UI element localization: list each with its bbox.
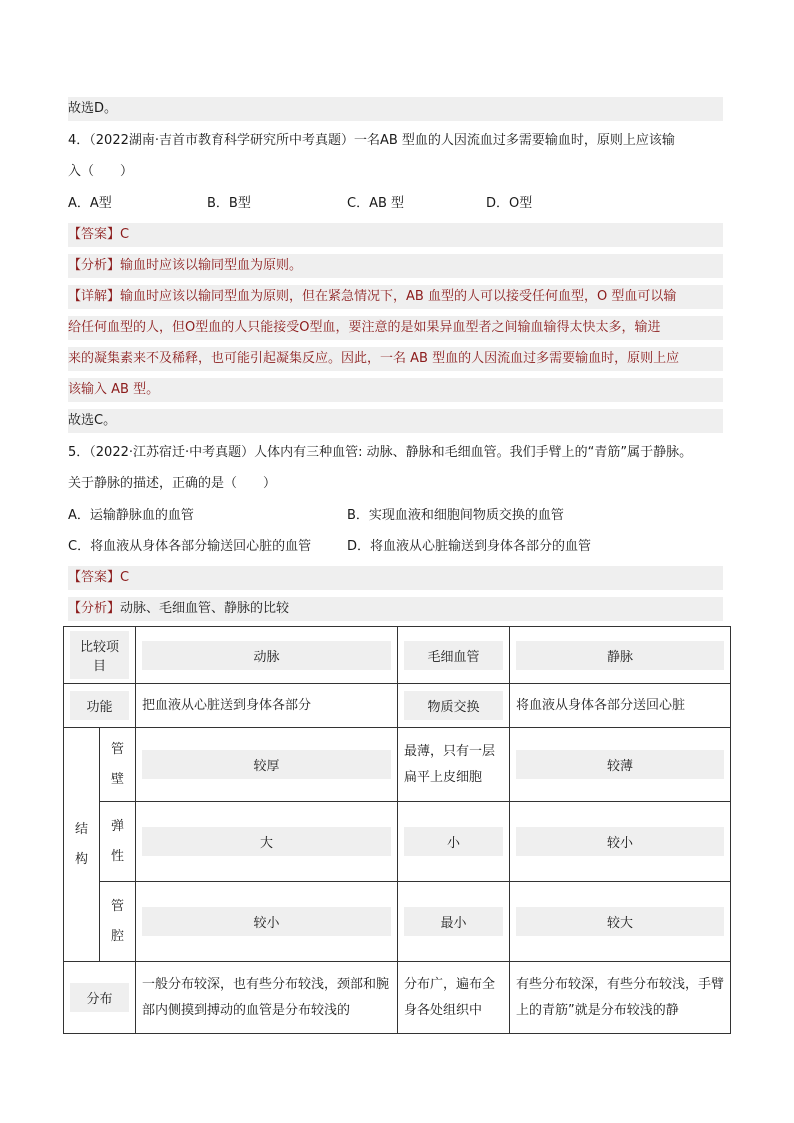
q4-option-d: D．O型 [486, 196, 533, 211]
header-cell: 动脉 [136, 627, 398, 684]
table-cell: 将血液从身体各部分送回心脏 [510, 684, 731, 728]
table-header-row [64, 627, 731, 684]
q5-option-d: D．将血液从心脏输送到身体各部分的血管 [347, 539, 592, 554]
table-row-lumen [64, 882, 731, 962]
q4-detail-line2: 给任何血型的人，但O型血的人只能接受O型血，要注意的是如果异血型者之间输血输得太快太多，输进 [68, 316, 723, 340]
q5-option-b: B．实现血液和细胞间物质交换的血管 [347, 508, 564, 523]
q4-stem-line1: 4．（2022湖南·吉首市教育科学研究所中考真题）一名AB 型血的人因流血过多需要输血时，原则上应该输 [68, 133, 675, 148]
structure-label: 结构 [64, 728, 100, 962]
answer-value: C [120, 570, 130, 585]
table-row-distribution [64, 962, 731, 1034]
table-row-elasticity [64, 802, 731, 882]
q4-answer [68, 223, 723, 247]
analysis-text: 动脉、毛细血管、静脉的比较 [120, 601, 290, 616]
header-cell: 毛细血管 [398, 627, 510, 684]
table-cell: 较大 [510, 882, 731, 962]
table-cell: 分布广，遍布全身各处组织中 [398, 962, 510, 1034]
table-cell: 最小 [398, 882, 510, 962]
table-cell: 较小 [136, 882, 398, 962]
q4-option-b: B．B型 [207, 196, 251, 211]
q5-option-c: C．将血液从身体各部分输送回心脏的血管 [68, 539, 312, 554]
table-cell: 把血液从心脏送到身体各部分 [136, 684, 398, 728]
q5-answer [68, 566, 723, 590]
header-cell: 比较项目 [64, 627, 136, 684]
table-cell: 较小 [510, 802, 731, 882]
analysis-text: 输血时应该以输同型血为原则。 [120, 258, 303, 273]
answer-value: C [120, 227, 130, 242]
q4-option-c: C．AB 型 [347, 196, 405, 211]
q5-analysis [68, 597, 723, 621]
analysis-label: 【分析】 [68, 601, 121, 616]
lumen-label: 管腔 [100, 882, 136, 962]
q4-option-a: A．A型 [68, 196, 112, 211]
wall-label: 管壁 [100, 728, 136, 802]
q4-detail-line4: 该输入 AB 型。 [68, 378, 723, 402]
q4-detail-line1 [68, 285, 723, 309]
detail-text: 输血时应该以输同型血为原则，但在紧急情况下，AB 血型的人可以接受任何血型，O 型血可以输 [120, 289, 677, 304]
table-cell: 最薄，只有一层扁平上皮细胞 [398, 728, 510, 802]
table-cell: 大 [136, 802, 398, 882]
table-cell: 一般分布较深，也有些分布较浅，颈部和腕部内侧摸到搏动的血管是分布较浅的 [136, 962, 398, 1034]
table-cell: 较厚 [136, 728, 398, 802]
table-cell: 较薄 [510, 728, 731, 802]
comparison-table [63, 626, 731, 1034]
row-label: 功能 [64, 684, 136, 728]
table-cell: 小 [398, 802, 510, 882]
table-row-wall [64, 728, 731, 802]
q4-detail-line3: 来的凝集素来不及稀释，也可能引起凝集反应。因此，一名 AB 型血的人因流血过多需要输血时，原则上应 [68, 347, 723, 371]
answer-label: 【答案】 [68, 570, 121, 585]
row-label: 分布 [64, 962, 136, 1034]
q4-conclusion: 故选C。 [68, 409, 723, 433]
table-cell: 物质交换 [398, 684, 510, 728]
detail-label: 【详解】 [68, 289, 121, 304]
q5-option-a: A．运输静脉血的血管 [68, 508, 194, 523]
q5-stem-line1: 5．（2022·江苏宿迁·中考真题）人体内有三种血管: 动脉、静脉和毛细血管。我们手臂上的“青筋”属于静脉。 [68, 445, 693, 460]
q5-stem-line2: 关于静脉的描述，正确的是（ ） [68, 476, 277, 491]
table-cell: 有些分布较深，有些分布较浅，手臂上的青筋”就是分布较浅的静 [510, 962, 731, 1034]
header-cell: 静脉 [510, 627, 731, 684]
answer-label: 【答案】 [68, 227, 121, 242]
q4-stem-line2: 入（ ） [68, 164, 134, 179]
analysis-label: 【分析】 [68, 258, 121, 273]
q4-analysis [68, 254, 723, 278]
elasticity-label: 弹性 [100, 802, 136, 882]
prev-conclusion: 故选D。 [68, 97, 723, 121]
table-row-function [64, 684, 731, 728]
